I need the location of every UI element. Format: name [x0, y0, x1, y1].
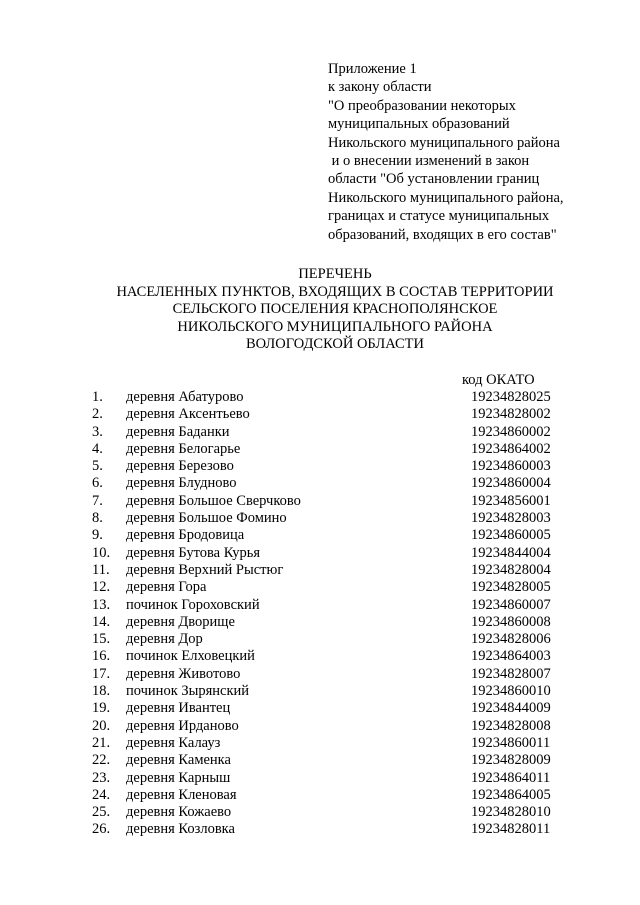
okato-code: 19234828002	[471, 406, 551, 423]
okato-code: 19234828010	[471, 804, 551, 821]
item-number: 3.	[92, 423, 103, 440]
list-item	[0, 821, 640, 838]
settlement-name: деревня Бутова Курья	[126, 544, 261, 561]
appendix-line: образований, входящих в его состав"	[328, 226, 557, 243]
title-line: НИКОЛЬСКОГО МУНИЦИПАЛЬНОГО РАЙОНА	[177, 318, 493, 335]
list-item	[0, 666, 640, 683]
settlement-name: деревня Калауз	[126, 734, 221, 751]
item-number: 18.	[92, 683, 111, 700]
settlement-name: деревня Козловка	[126, 821, 235, 838]
list-item	[0, 510, 640, 527]
okato-code: 19234864003	[471, 648, 551, 665]
settlement-list	[0, 389, 640, 839]
item-number: 7.	[92, 492, 103, 509]
item-number: 4.	[92, 440, 103, 457]
settlement-name: деревня Баданки	[126, 423, 230, 440]
appendix-line: Приложение 1	[328, 61, 417, 77]
settlement-name: деревня Гора	[126, 579, 207, 596]
item-number: 9.	[92, 527, 103, 544]
list-item	[0, 770, 640, 787]
settlement-name: деревня Ивантец	[126, 700, 231, 717]
item-number: 5.	[92, 458, 103, 475]
settlement-name: починок Гороховский	[126, 596, 260, 613]
list-item	[0, 614, 640, 631]
okato-code: 19234828008	[471, 717, 551, 734]
settlement-name: деревня Белогарье	[126, 440, 241, 457]
list-item	[0, 406, 640, 423]
list-item	[0, 545, 640, 562]
item-number: 12.	[92, 579, 111, 596]
okato-code: 19234860010	[471, 683, 551, 700]
appendix-line: области "Об установлении границ	[328, 171, 540, 188]
list-item	[0, 631, 640, 648]
okato-code: 19234864011	[471, 769, 551, 786]
list-item	[0, 752, 640, 769]
settlement-name: деревня Аксентьево	[126, 406, 250, 423]
okato-code: 19234860004	[471, 475, 551, 492]
list-item	[0, 475, 640, 492]
okato-code: 19234828011	[471, 821, 551, 838]
settlement-name: деревня Березово	[126, 458, 234, 475]
settlement-name: деревня Большое Сверчково	[126, 492, 301, 509]
settlement-name: починок Елховецкий	[126, 648, 255, 665]
okato-code: 19234864005	[471, 786, 551, 803]
appendix-line: муниципальных образований	[328, 116, 510, 133]
settlement-name: деревня Блудново	[126, 475, 237, 492]
list-item	[0, 648, 640, 665]
list-item	[0, 579, 640, 596]
okato-code: 19234844009	[471, 700, 551, 717]
okato-column-header: код ОКАТО	[462, 372, 535, 388]
appendix-line: к закону области	[328, 79, 432, 96]
okato-code: 19234828004	[471, 561, 551, 578]
okato-code: 19234860003	[471, 458, 551, 475]
item-number: 24.	[92, 786, 111, 803]
settlement-name: деревня Кленовая	[126, 786, 237, 803]
okato-code: 19234828005	[471, 579, 551, 596]
item-number: 11.	[92, 561, 110, 578]
appendix-line: и о внесении изменений в закон	[328, 153, 530, 170]
settlement-name: деревня Большое Фомино	[126, 510, 287, 527]
item-number: 17.	[92, 665, 111, 682]
title-line: ПЕРЕЧЕНЬ	[298, 266, 372, 282]
list-item	[0, 458, 640, 475]
settlement-name: деревня Дор	[126, 631, 203, 648]
item-number: 19.	[92, 700, 111, 717]
okato-code: 19234860011	[471, 734, 551, 751]
appendix-line: Никольского муниципального района	[328, 134, 560, 151]
list-item	[0, 389, 640, 406]
settlement-name: деревня Ирданово	[126, 717, 239, 734]
okato-code: 19234860008	[471, 613, 551, 630]
appendix-line: границах и статусе муниципальных	[328, 208, 550, 225]
title-line: ВОЛОГОДСКОЙ ОБЛАСТИ	[246, 336, 424, 352]
appendix-note	[328, 60, 628, 244]
list-item	[0, 441, 640, 458]
settlement-name: деревня Верхний Рыстюг	[126, 561, 284, 578]
item-number: 16.	[92, 648, 111, 665]
okato-code: 19234828006	[471, 631, 551, 648]
okato-code: 19234864002	[471, 440, 551, 457]
okato-code: 19234856001	[471, 492, 551, 509]
settlement-name: деревня Бродовица	[126, 527, 245, 544]
item-number: 21.	[92, 734, 111, 751]
item-number: 20.	[92, 717, 111, 734]
item-number: 1.	[92, 389, 103, 405]
list-item	[0, 804, 640, 821]
item-number: 26.	[92, 821, 111, 838]
settlement-name: деревня Кожаево	[126, 804, 232, 821]
item-number: 8.	[92, 510, 103, 527]
item-number: 25.	[92, 804, 111, 821]
list-item	[0, 735, 640, 752]
okato-code: 19234860002	[471, 423, 551, 440]
list-item	[0, 700, 640, 717]
settlement-name: деревня Животово	[126, 665, 241, 682]
list-item	[0, 424, 640, 441]
list-item	[0, 493, 640, 510]
item-number: 15.	[92, 631, 111, 648]
okato-code: 19234828003	[471, 510, 551, 527]
okato-code: 19234828009	[471, 752, 551, 769]
item-number: 23.	[92, 769, 111, 786]
item-number: 13.	[92, 596, 111, 613]
list-item	[0, 683, 640, 700]
okato-code: 19234860007	[471, 596, 551, 613]
item-number: 6.	[92, 475, 103, 492]
settlement-name: деревня Каменка	[126, 752, 231, 769]
item-number: 14.	[92, 613, 111, 630]
okato-code: 19234828025	[471, 389, 551, 405]
appendix-line: Никольского муниципального района,	[328, 189, 564, 206]
item-number: 2.	[92, 406, 103, 423]
settlement-name: деревня Карныш	[126, 769, 231, 786]
list-item	[0, 527, 640, 544]
document-title	[60, 266, 610, 354]
settlement-name: деревня Абатурово	[126, 389, 244, 405]
okato-code: 19234828007	[471, 665, 551, 682]
item-number: 10.	[92, 544, 111, 561]
list-item	[0, 562, 640, 579]
item-number: 22.	[92, 752, 111, 769]
list-item	[0, 787, 640, 804]
settlement-name: деревня Дворище	[126, 613, 235, 630]
title-line: НАСЕЛЕННЫХ ПУНКТОВ, ВХОДЯЩИХ В СОСТАВ ТЕРРИТОРИИ	[116, 283, 554, 300]
list-item	[0, 718, 640, 735]
settlement-name: починок Зырянский	[126, 683, 250, 700]
title-line: СЕЛЬСКОГО ПОСЕЛЕНИЯ КРАСНОПОЛЯНСКОЕ	[172, 301, 498, 317]
appendix-line: "О преобразовании некоторых	[328, 97, 516, 114]
okato-code: 19234860005	[471, 527, 551, 544]
okato-code: 19234844004	[471, 544, 551, 561]
list-item	[0, 597, 640, 614]
